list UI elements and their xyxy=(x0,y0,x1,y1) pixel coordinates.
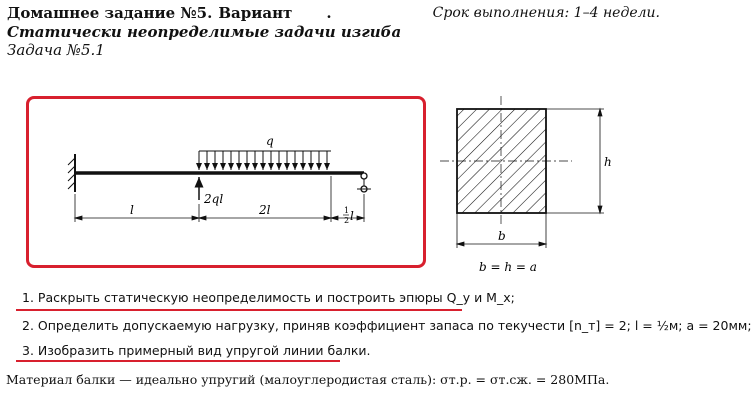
pin-support xyxy=(357,173,371,192)
force-label: 2ql xyxy=(204,192,224,206)
material-note: Материал балки — идеально упругий (малоуглеродистая сталь): σт.р. = σт.сж. = 280МПа. xyxy=(6,372,610,387)
dim-2l-label: 2l xyxy=(259,203,271,217)
cross-section xyxy=(440,96,612,274)
assignment-subtitle: Статически неопределимые задачи изгиба xyxy=(7,23,402,41)
width-label: b xyxy=(498,229,506,243)
section-relation: b = h = a xyxy=(479,260,537,274)
beam-diagram xyxy=(68,134,371,225)
deadline-text: Срок выполнения: 1–4 недели. xyxy=(432,5,660,21)
task-item-3: 3. Изобразить примерный вид упругой линии балки. xyxy=(22,343,371,358)
dim-l-label: l xyxy=(130,203,134,217)
svg-text:l: l xyxy=(350,209,354,223)
svg-text:2: 2 xyxy=(344,216,350,225)
svg-text:1: 1 xyxy=(344,206,350,215)
task-item-2: 2. Определить допускаемую нагрузку, приняв коэффициент запаса по текучести [n_т] = 2; l = ½м; a = 20мм; xyxy=(22,318,752,333)
distributed-load xyxy=(199,134,331,170)
wall-hatching xyxy=(68,158,75,189)
task-number: Задача №5.1 xyxy=(7,41,105,59)
highlight-underline-1 xyxy=(16,309,462,311)
load-q-label: q xyxy=(266,134,274,148)
assignment-title: Домашнее задание №5. Вариант . xyxy=(7,4,332,22)
height-label: h xyxy=(604,155,612,169)
highlight-underline-3 xyxy=(16,360,340,362)
task-item-1: 1. Раскрыть статическую неопределимость и построить эпюры Q_y и M_x; xyxy=(22,290,515,305)
dim-half-l-label xyxy=(343,206,354,225)
